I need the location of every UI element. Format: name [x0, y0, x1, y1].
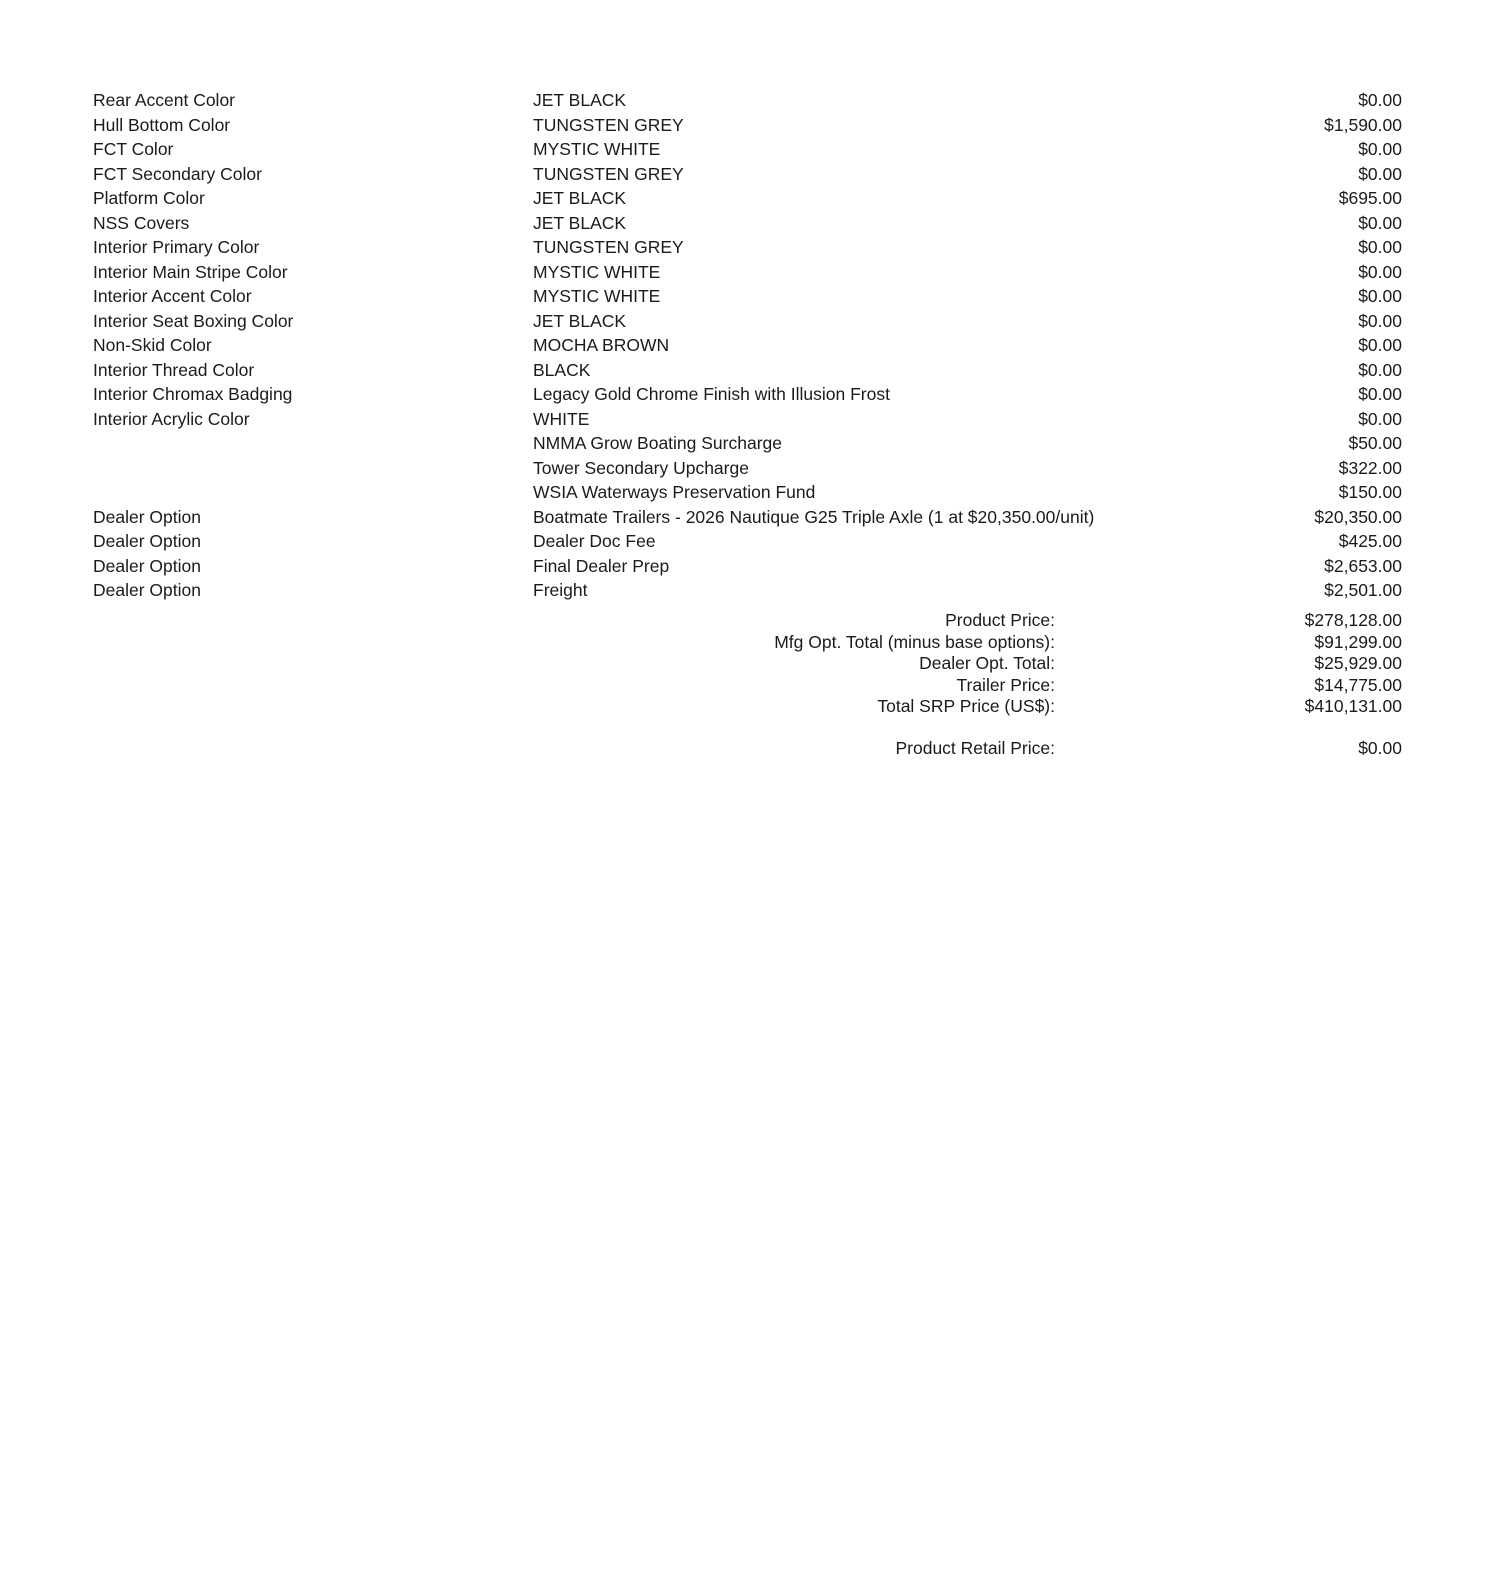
option-label: Hull Bottom Color: [93, 114, 231, 135]
summary-row: [93, 696, 1402, 718]
option-value: MYSTIC WHITE: [533, 286, 661, 306]
retail-value: $0.00: [1358, 737, 1402, 758]
option-price: $0.00: [1358, 212, 1402, 233]
option-value: WSIA Waterways Preservation Fund: [533, 482, 816, 502]
option-value: TUNGSTEN GREY: [533, 237, 684, 257]
summary-label: Mfg Opt. Total (minus base options):: [774, 631, 1055, 652]
option-label: [93, 431, 533, 456]
summary-label: Product Price:: [945, 610, 1055, 630]
table-row: [93, 186, 1402, 211]
summary-label: Total SRP Price (US$):: [877, 696, 1055, 716]
option-value: Dealer Doc Fee: [533, 531, 656, 551]
option-label: Interior Main Stripe Color: [93, 261, 288, 282]
table-row: [93, 113, 1402, 138]
table-row: [93, 529, 1402, 554]
summary-row: [93, 675, 1402, 697]
option-value: Tower Secondary Upcharge: [533, 457, 749, 478]
option-label: Non-Skid Color: [93, 335, 212, 355]
table-row: [93, 260, 1402, 285]
retail-row: [93, 738, 1402, 760]
option-label: FCT Color: [93, 139, 174, 159]
options-table: [93, 88, 1402, 603]
summary-row: [93, 610, 1402, 632]
option-price: $0.00: [1358, 237, 1402, 257]
option-label: NSS Covers: [93, 212, 190, 233]
option-value: Freight: [533, 580, 588, 600]
table-row: [93, 88, 1402, 113]
option-price: $20,350.00: [1314, 506, 1402, 527]
option-label: Dealer Option: [93, 580, 201, 600]
table-row: [93, 162, 1402, 187]
table-row: [93, 578, 1402, 603]
summary-label: Trailer Price:: [956, 674, 1055, 695]
option-value: MYSTIC WHITE: [533, 139, 661, 159]
option-label: Interior Seat Boxing Color: [93, 310, 294, 331]
summary-row: [93, 653, 1402, 675]
summary-label: Dealer Opt. Total:: [919, 653, 1055, 673]
table-row: [93, 211, 1402, 236]
summary-value: $14,775.00: [1314, 674, 1402, 695]
option-value: TUNGSTEN GREY: [533, 163, 684, 184]
option-value: JET BLACK: [533, 212, 627, 233]
option-label: Dealer Option: [93, 506, 201, 527]
table-row: [93, 431, 1402, 456]
option-price: $695.00: [1338, 188, 1402, 208]
option-label: Platform Color: [93, 188, 205, 208]
option-label: Dealer Option: [93, 555, 201, 576]
table-row: [93, 284, 1402, 309]
option-price: $0.00: [1358, 286, 1402, 306]
option-value: JET BLACK: [533, 90, 627, 110]
option-price: $1,590.00: [1324, 114, 1402, 135]
option-value: Boatmate Trailers - 2026 Nautique G25 Triple Axle (1 at $20,350.00/unit): [533, 506, 1095, 527]
summary-rows: [93, 610, 1402, 718]
summary-value: $25,929.00: [1314, 653, 1402, 673]
table-row: [93, 382, 1402, 407]
table-row: [93, 407, 1402, 432]
option-label: [93, 480, 533, 505]
option-value: Final Dealer Prep: [533, 555, 670, 576]
retail-label: Product Retail Price:: [895, 737, 1055, 758]
option-label: FCT Secondary Color: [93, 163, 262, 184]
option-price: $0.00: [1358, 310, 1402, 331]
summary-value: $278,128.00: [1304, 610, 1402, 630]
summary-value: $410,131.00: [1304, 696, 1402, 716]
option-price: $0.00: [1358, 90, 1402, 110]
option-label: Interior Chromax Badging: [93, 384, 293, 404]
option-price: $0.00: [1358, 139, 1402, 159]
option-price: $0.00: [1358, 335, 1402, 355]
table-row: [93, 333, 1402, 358]
option-value: TUNGSTEN GREY: [533, 114, 684, 135]
option-price: $0.00: [1358, 163, 1402, 184]
option-value: BLACK: [533, 359, 591, 380]
table-row: [93, 505, 1402, 530]
option-value: Legacy Gold Chrome Finish with Illusion Frost: [533, 384, 890, 404]
summary-value: $91,299.00: [1314, 631, 1402, 652]
table-row: [93, 137, 1402, 162]
table-row: [93, 456, 1402, 481]
option-label: Interior Thread Color: [93, 359, 255, 380]
option-price: $50.00: [1348, 433, 1402, 453]
table-row: [93, 309, 1402, 334]
option-label: Interior Acrylic Color: [93, 408, 250, 429]
option-price: $425.00: [1338, 531, 1402, 551]
table-row: [93, 358, 1402, 383]
option-price: $2,653.00: [1324, 555, 1402, 576]
option-label: [93, 456, 533, 481]
table-row: [93, 235, 1402, 260]
option-value: MOCHA BROWN: [533, 335, 670, 355]
option-value: JET BLACK: [533, 310, 627, 331]
option-price: $0.00: [1358, 359, 1402, 380]
option-label: Interior Primary Color: [93, 237, 260, 257]
option-value: WHITE: [533, 408, 590, 429]
option-price: $0.00: [1358, 261, 1402, 282]
option-label: Dealer Option: [93, 531, 201, 551]
option-price: $150.00: [1338, 482, 1402, 502]
summary-row: [93, 632, 1402, 654]
totals-summary: [93, 610, 1402, 759]
option-price: $0.00: [1358, 408, 1402, 429]
option-price: $2,501.00: [1324, 580, 1402, 600]
option-label: Interior Accent Color: [93, 286, 252, 306]
option-value: MYSTIC WHITE: [533, 261, 661, 282]
table-row: [93, 554, 1402, 579]
option-price: $0.00: [1358, 384, 1402, 404]
option-value: NMMA Grow Boating Surcharge: [533, 433, 782, 453]
table-row: [93, 480, 1402, 505]
option-price: $322.00: [1338, 457, 1402, 478]
option-value: JET BLACK: [533, 188, 627, 208]
option-label: Rear Accent Color: [93, 90, 236, 110]
